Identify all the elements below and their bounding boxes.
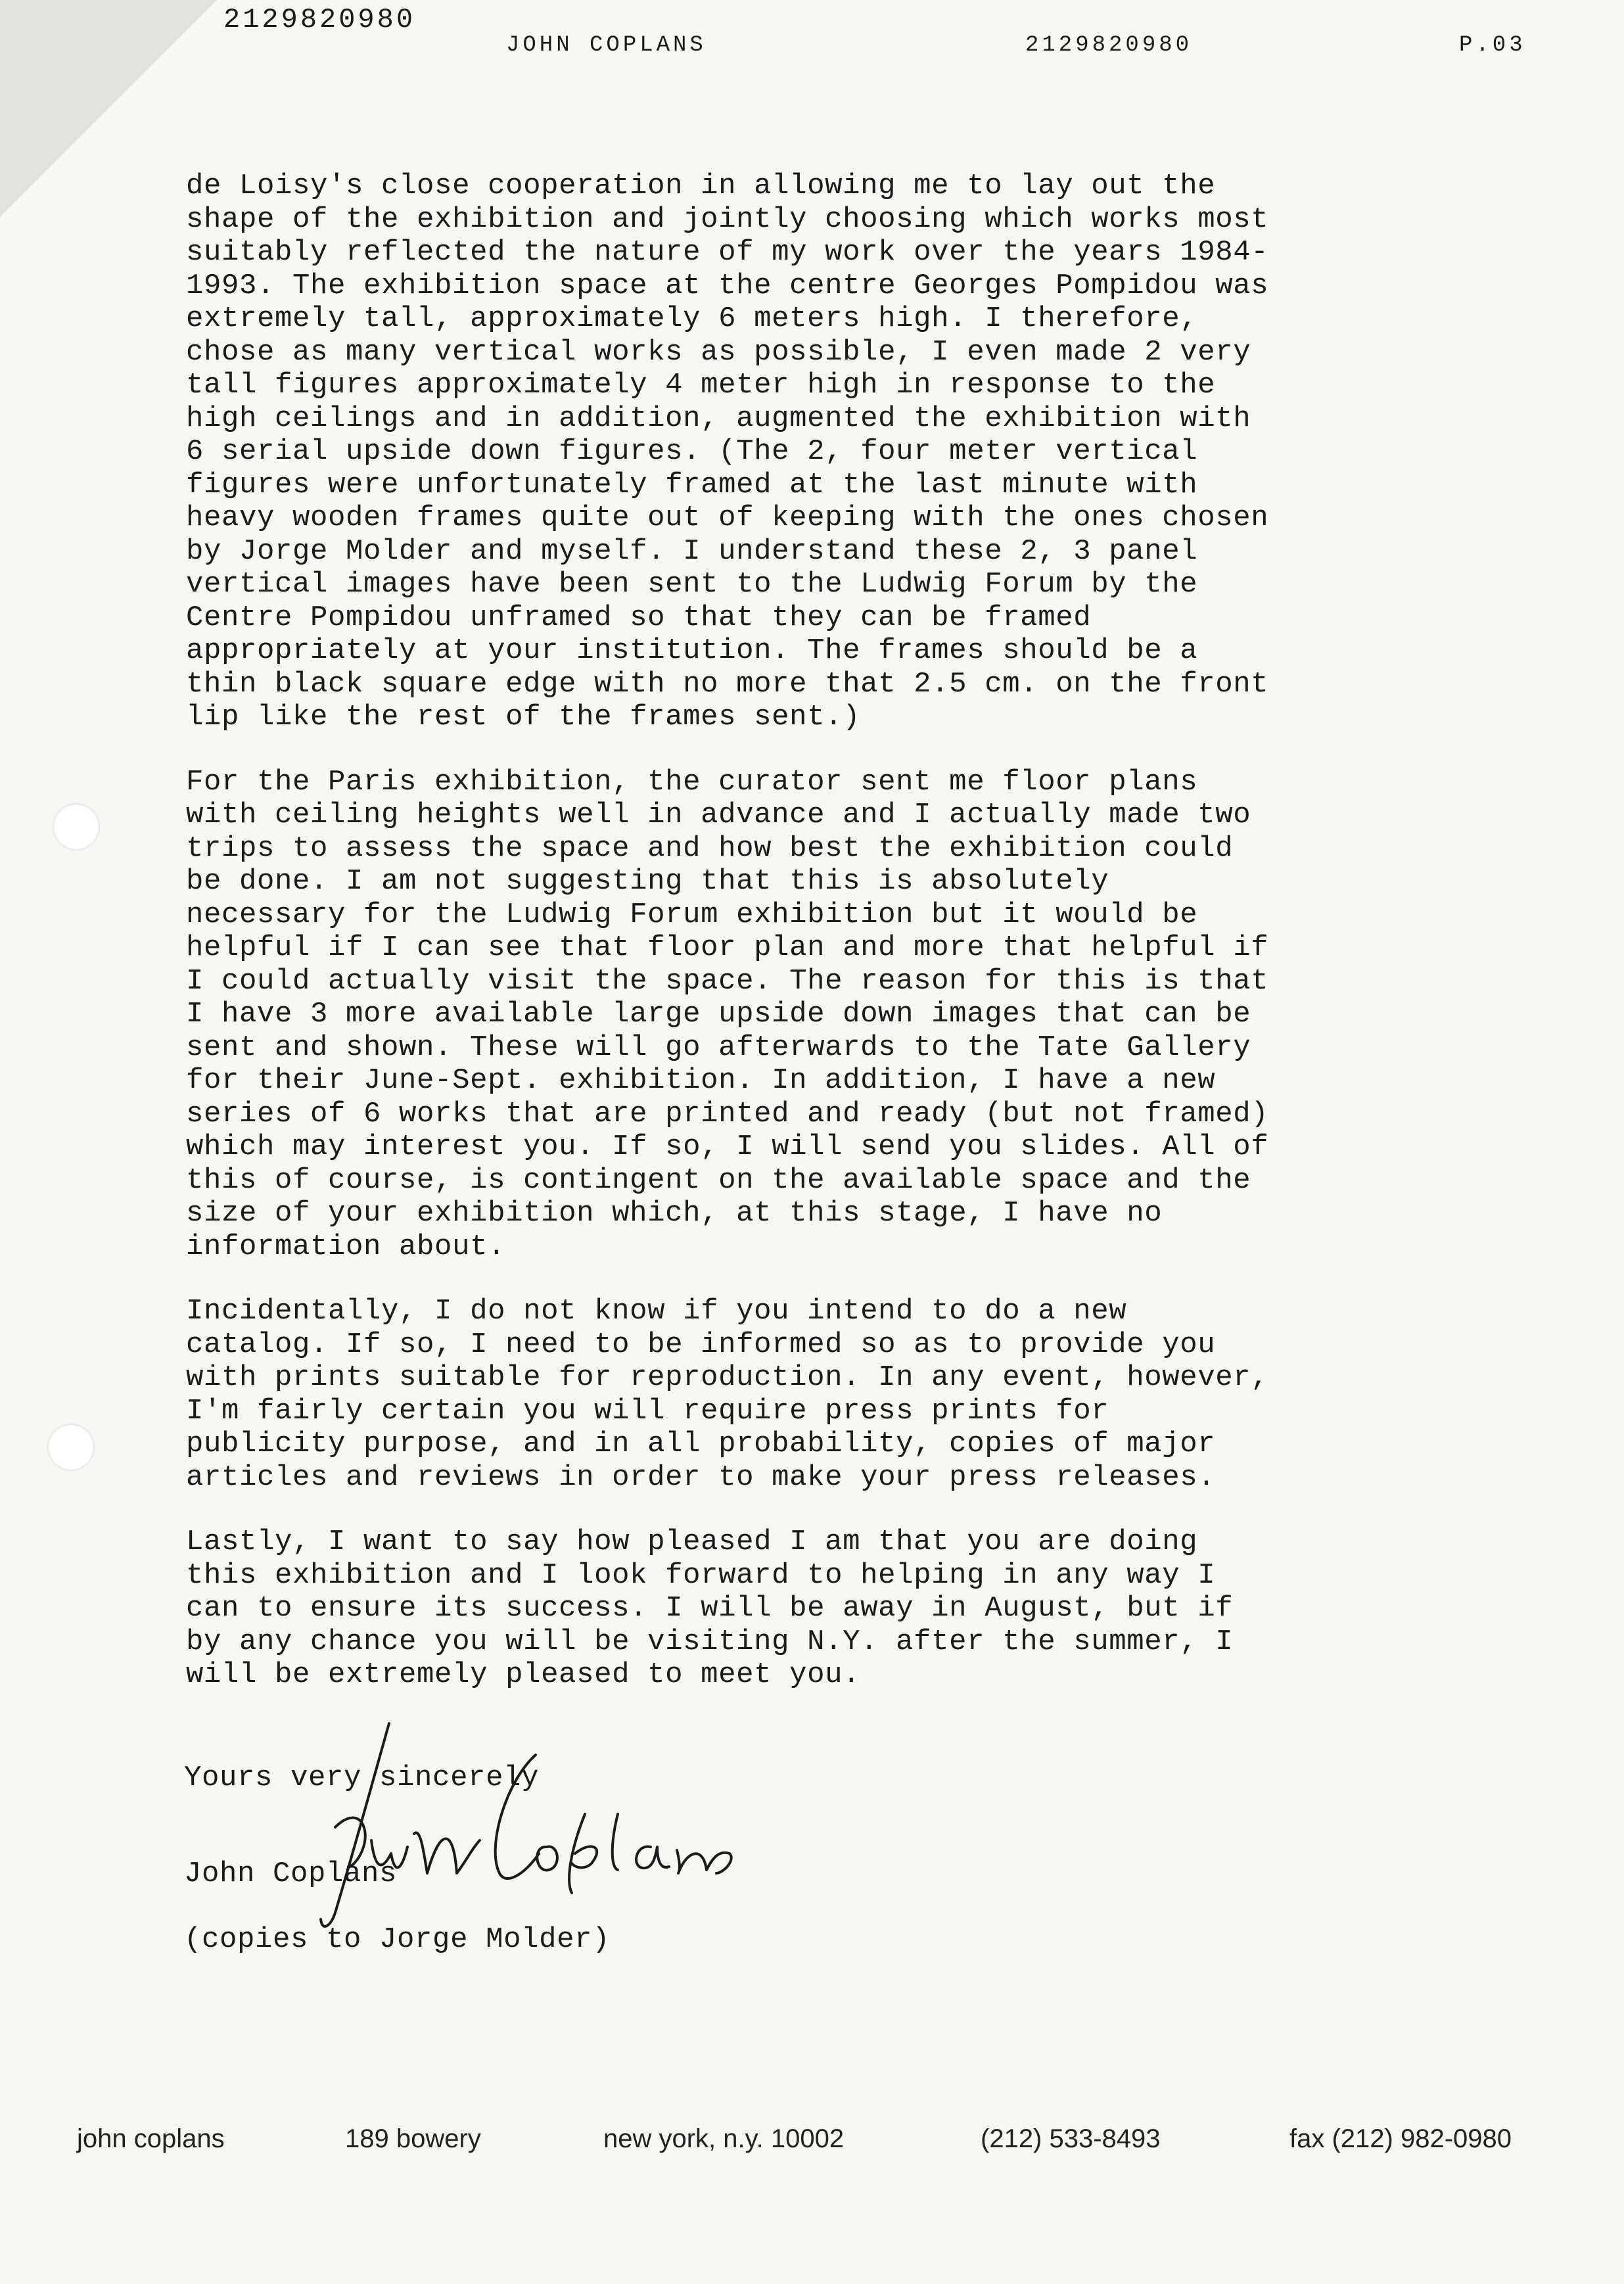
footer-street: 189 bowery [345, 2124, 481, 2153]
handwritten-fax-number: 2129820980 [223, 4, 416, 35]
signature [309, 1715, 808, 1992]
closing: Yours very sincerely [184, 1761, 540, 1794]
footer-name: john coplans [77, 2124, 225, 2153]
footer-fax: fax (212) 982-0980 [1289, 2124, 1512, 2153]
folded-corner [0, 0, 217, 217]
paragraph: Incidentally, I do not know if you intend to do a new catalog. If so, I need to be informed so as to provide you with prints suitable for reproduction. In any event, however, I'm fairly certain you will require press prints for publicity purpose, and in all probability, copies of major articles and reviews in order to make your press releases. [186, 1295, 1269, 1494]
paragraph: For the Paris exhibition, the curator sent me floor plans with ceiling heights well in advance and I actually made two trips to assess the space and how best the exhibition could be done. I am not suggesting that this is absolutely necessary for the Ludwig Forum exhibition but it would be helpful if I can see that floor plan and more that helpful if I could actually visit the space. The reason for this is that I have 3 more available large upside down images that can be sent and shown. These will go afterwards to the Tate Gallery for their June-Sept. exhibition. In addition, I have a new series of 6 works that are printed and ready (but not framed) which may interest you. If so, I will send you slides. All of this of course, is contingent on the available space and the size of your exhibition which, at this stage, I have no information about. [186, 765, 1269, 1263]
punch-hole [53, 803, 100, 851]
paragraph: Lastly, I want to say how pleased I am that you are doing this exhibition and I look forward to helping in any way I can to ensure its success. I will be away in August, but if by any chance you will be visiting N.Y. after the summer, I will be extremely pleased to meet you. [186, 1526, 1234, 1691]
paragraph: de Loisy's close cooperation in allowing me to lay out the shape of the exhibition and jointly choosing which works most suitably reflected the nature of my work over the years 1984- 1993. The exhibition space at the centre Georges Pompidou was extremely tall, approximately 6 meters high. I therefore, chose as many vertical works as possible, I even made 2 very tall figures approximately 4 meter high in response to the high ceilings and in addition, augmented the exhibition with 6 serial upside down figures. (The 2, four meter vertical figures were unfortunately framed at the last minute with heavy wooden frames quite out of keeping with the ones chosen by Jorge Molder and myself. I understand these 2, 3 panel vertical images have been sent to the Ludwig Forum by the Centre Pompidou unframed so that they can be framed appropriately at your institution. The frames should be a thin black square edge with no more that 2.5 cm. on the front lip like the rest of the frames sent.) [186, 170, 1269, 734]
signer-name: John Coplans [184, 1857, 398, 1890]
punch-hole [47, 1424, 95, 1471]
cc-line: (copies to Jorge Molder) [184, 1923, 611, 1956]
footer-city: new york, n.y. 10002 [603, 2124, 845, 2153]
fax-header-page: P.03 [1459, 33, 1526, 58]
footer-phone: (212) 533-8493 [981, 2124, 1161, 2153]
fax-header-number: 2129820980 [1025, 33, 1193, 58]
letter-body [186, 170, 1514, 1723]
fax-header-sender: JOHN COPLANS [506, 33, 707, 58]
